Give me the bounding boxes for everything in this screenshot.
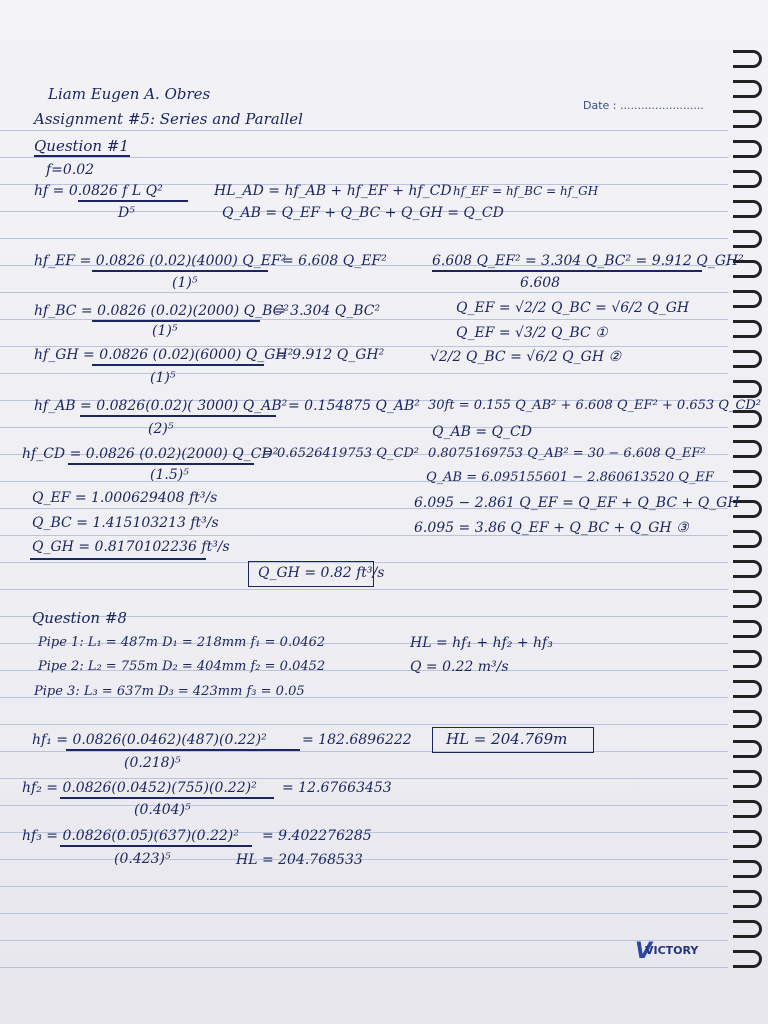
hf-ab-equation: hf_AB = 0.0826(0.02)( 3000) Q_AB² [34, 398, 288, 414]
pipe-3-data: Pipe 3: L₃ = 637m D₃ = 423mm f₃ = 0.05 [34, 684, 305, 699]
pipe-1-data: Pipe 1: L₁ = 487m D₁ = 218mm f₁ = 0.0462 [38, 635, 326, 650]
hf-gh-result: = 9.912 Q_GH² [276, 347, 385, 363]
question-1-title: Question #1 [34, 137, 129, 155]
hf3-result: = 9.402276285 [262, 828, 372, 844]
continuity-equation-3: 6.095 = 3.86 Q_EF + Q_BC + Q_GH ③ [414, 520, 689, 536]
hf-ef-denominator: (1)⁵ [172, 275, 198, 291]
victory-logo: VICTORY [645, 944, 699, 957]
qab-equation: Q_AB = 6.095155601 − 2.860613520 Q_EF [426, 470, 714, 485]
q-ef-value: Q_EF = 1.000629408 ft³/s [32, 490, 218, 506]
question-8-title: Question #8 [32, 609, 127, 627]
hf-gh-denominator: (1)⁵ [150, 370, 176, 386]
ratio-equation-1: 6.608 Q_EF² = 3.304 Q_BC² = 9.912 Q_GH² [432, 253, 744, 269]
hf-ab-result: = 0.154875 Q_AB² [288, 398, 420, 414]
victory-logo-mark: V [635, 939, 653, 964]
energy-equation: 30ft = 0.155 Q_AB² + 6.608 Q_EF² + 0.653 Q_CD² [428, 398, 762, 413]
hf-cd-denominator: (1.5)⁵ [150, 467, 189, 483]
hf1-denominator: (0.218)⁵ [124, 755, 181, 771]
hf-bc-equation: hf_BC = 0.0826 (0.02)(2000) Q_BC² [34, 303, 289, 319]
hf-ef-equation: hf_EF = 0.0826 (0.02)(4000) Q_EF² [34, 253, 287, 269]
hf-formula-denominator: D⁵ [118, 205, 135, 221]
hf2-result: = 12.67663453 [282, 780, 392, 796]
q-gh-value: Q_GH = 0.8170102236 ft³/s [32, 539, 230, 555]
ratio-equation-2: Q_EF = √2/2 Q_BC = √6/2 Q_GH [456, 300, 690, 316]
hf2-denominator: (0.404)⁵ [134, 802, 191, 818]
hf-gh-equation: hf_GH = 0.0826 (0.02)(6000) Q_GH² [34, 347, 294, 363]
hf1-equation: hf₁ = 0.0826(0.0462)(487)(0.22)² [32, 732, 267, 748]
headloss-series-sum: HL = hf₁ + hf₂ + hf₃ [410, 635, 553, 651]
pipe-2-data: Pipe 2: L₂ = 755m D₂ = 404mm f₂ = 0.0452 [38, 659, 326, 674]
hf1-result: = 182.6896222 [302, 732, 412, 748]
author-name: Liam Eugen A. Obres [48, 85, 211, 103]
friction-factor: f=0.02 [46, 162, 95, 178]
q-bc-value: Q_BC = 1.415103213 ft³/s [32, 515, 219, 531]
hf-bc-denominator: (1)⁵ [152, 323, 178, 339]
headloss-sum: HL_AD = hf_AB + hf_EF + hf_CD [214, 183, 452, 199]
hf-bc-result: = 3.304 Q_BC² [274, 303, 381, 319]
equal-headloss: hf_EF = hf_BC = hf_GH [453, 184, 599, 198]
flow-equality: Q_AB = Q_CD [432, 424, 532, 440]
continuity-substitution: 6.095 − 2.861 Q_EF = Q_EF + Q_BC + Q_GH [414, 495, 740, 511]
date-label: Date : ........................ [583, 99, 704, 112]
hf3-equation: hf₃ = 0.0826(0.05)(637)(0.22)² [22, 828, 239, 844]
headloss-total: HL = 204.768533 [236, 852, 363, 868]
ratio-equation-3: Q_EF = √3/2 Q_BC ① [456, 325, 608, 341]
answer-q1: Q_GH = 0.82 ft³/s [258, 565, 385, 581]
hf-ab-denominator: (2)⁵ [148, 421, 174, 437]
flow-continuity: Q_AB = Q_EF + Q_BC + Q_GH = Q_CD [222, 205, 504, 221]
hf-ef-result: = 6.608 Q_EF² [282, 253, 387, 269]
hf3-denominator: (0.423)⁵ [114, 851, 171, 867]
ratio-equation-1-denominator: 6.608 [520, 275, 561, 291]
assignment-title: Assignment #5: Series and Parallel [34, 110, 303, 128]
discharge-value: Q = 0.22 m³/s [410, 659, 509, 675]
ratio-equation-4: √2/2 Q_BC = √6/2 Q_GH ② [430, 349, 622, 365]
hf2-equation: hf₂ = 0.0826(0.0452)(755)(0.22)² [22, 780, 257, 796]
qab-squared-equation: 0.8075169753 Q_AB² = 30 − 6.608 Q_EF² [428, 446, 706, 461]
hf-cd-equation: hf_CD = 0.0826 (0.02)(2000) Q_CD² [22, 446, 279, 462]
answer-q8: HL = 204.769m [446, 730, 568, 748]
hf-cd-result: = 0.6526419753 Q_CD² [262, 446, 420, 461]
hf-formula-numerator: hf = 0.0826 f L Q² [34, 183, 163, 199]
